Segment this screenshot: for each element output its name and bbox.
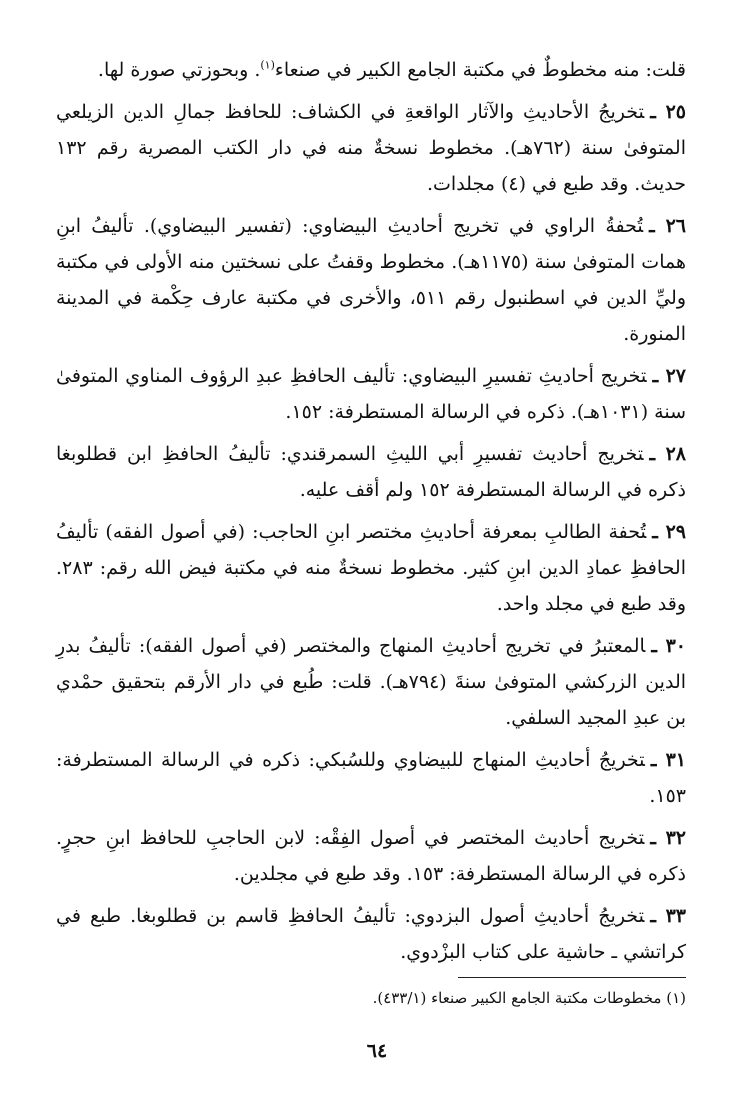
entry-number: ٢٧ (665, 365, 686, 387)
entry-text: المعتبرُ في تخريج أحاديثِ المنهاج والمختصر (في أصول الفقه): تأليفُ بدرِ الدين الزركشي المتوفىٰ سنةَ (٧٩٤هـ). قلت: طُبع في دار الأرقم بتحقيق حمْدي بن عبدِ المجيد السلفي. (56, 635, 687, 729)
entry-29 (56, 514, 686, 622)
entry-31 (56, 742, 686, 814)
entry-dash: ـ (650, 101, 666, 123)
entry-number: ٢٩ (665, 521, 687, 543)
entry-dash: ـ (652, 521, 666, 543)
entry-dash: ـ (652, 365, 666, 387)
entry-text: تُحفة الطالبِ بمعرفة أحاديثِ مختصر ابنِ الحاجب: (في أصول الفقه) تأليفُ الحافظِ عمادِ الدين ابنِ كثير. مخطوط نسخةٌ منه في مكتبة فيض الله رقم: ٢٨٣. وقد طبع في مجلد واحد. (56, 521, 686, 615)
entry-dash: ـ (650, 827, 666, 849)
entry-25 (56, 94, 686, 202)
entry-33 (56, 898, 686, 970)
intro-text-before: قلت: منه مخطوطٌ في مكتبة الجامع الكبير في صنعاء (274, 59, 686, 81)
entry-number: ٣٣ (665, 905, 686, 927)
entry-dash: ـ (651, 635, 666, 657)
entry-text: تخريجُ أحاديثِ أصول البزدوي: تأليفُ الحافظِ قاسم بن قطلوبغا. طبع في كراتشي ـ حاشية على كتاب البزْدوي. (56, 905, 686, 963)
footnote: (١) مخطوطات مكتبة الجامع الكبير صنعاء (٤٣٣/١). (372, 989, 686, 1007)
entry-dash: ـ (650, 749, 666, 771)
entry-32 (56, 820, 686, 892)
entry-26 (56, 208, 686, 352)
entry-28 (56, 436, 686, 508)
entry-number: ٣٢ (665, 827, 686, 849)
entry-text: تُحفةُ الراوي في تخريج أحاديثِ البيضاوي: (تفسير البيضاوي). تأليفُ ابنِ همات المتوفىٰ سنة (١١٧٥هـ). مخطوط وقفتُ على نسختين منه الأولى في مكتبة وليِّ الدين في اسطنبول رقم ٥١١، والأخرى في مكتبة عارف حِكْمة في المدينة المنورة. (56, 215, 686, 345)
entry-text: تخريجُ أحاديثِ المنهاج للبيضاوي وللسُبكي: ذكره في الرسالة المستطرفة: ١٥٣. (56, 749, 686, 807)
entry-number: ٢٨ (665, 443, 686, 465)
page-body (56, 52, 686, 976)
entry-30 (56, 628, 686, 736)
entry-number: ٣٠ (665, 635, 686, 657)
entry-text: تخريج أحاديث المختصر في أصول الفِقْه: لابن الحاجبِ للحافظ ابنِ حجرٍ. ذكره في الرسالة المستطرفة: ١٥٣. وقد طبع في مجلدين. (56, 827, 686, 885)
entry-dash: ـ (649, 215, 666, 237)
entry-text: تخريج أحاديث تفسيرِ أبي الليثِ السمرقندي: تأليفُ الحافظِ ابن قطلوبغا ذكره في الرسالة المستطرفة ١٥٢ ولم أقف عليه. (56, 443, 686, 501)
entry-dash: ـ (650, 905, 666, 927)
entry-27 (56, 358, 686, 430)
intro-paragraph (56, 52, 686, 88)
entry-dash: ـ (649, 443, 666, 465)
entry-text: تخريجُ الأحاديثِ والآثار الواقعةِ في الكشاف: للحافظ جمالِ الدين الزيلعي المتوفىٰ سنة (٧٦٢هـ). مخطوط نسخةٌ منه في دار الكتب المصرية رقم ١٣٢ حديث. وقد طبع في (٤) مجلدات. (56, 101, 686, 195)
entry-text: تخريج أحاديثِ تفسيرِ البيضاوي: تأليف الحافظِ عبدِ الرؤوف المناوي المتوفىٰ سنة (١٠٣١هـ). ذكره في الرسالة المستطرفة: ١٥٢. (56, 365, 686, 423)
page-number: ٦٤ (366, 1040, 388, 1062)
entry-number: ٢٥ (665, 101, 686, 123)
footnote-divider (458, 977, 686, 978)
intro-text-after: . وبحوزتي صورة لها. (97, 59, 261, 81)
entry-number: ٣١ (665, 749, 686, 771)
footnote-reference[interactable]: (١) (260, 58, 275, 72)
entry-number: ٢٦ (665, 215, 686, 237)
